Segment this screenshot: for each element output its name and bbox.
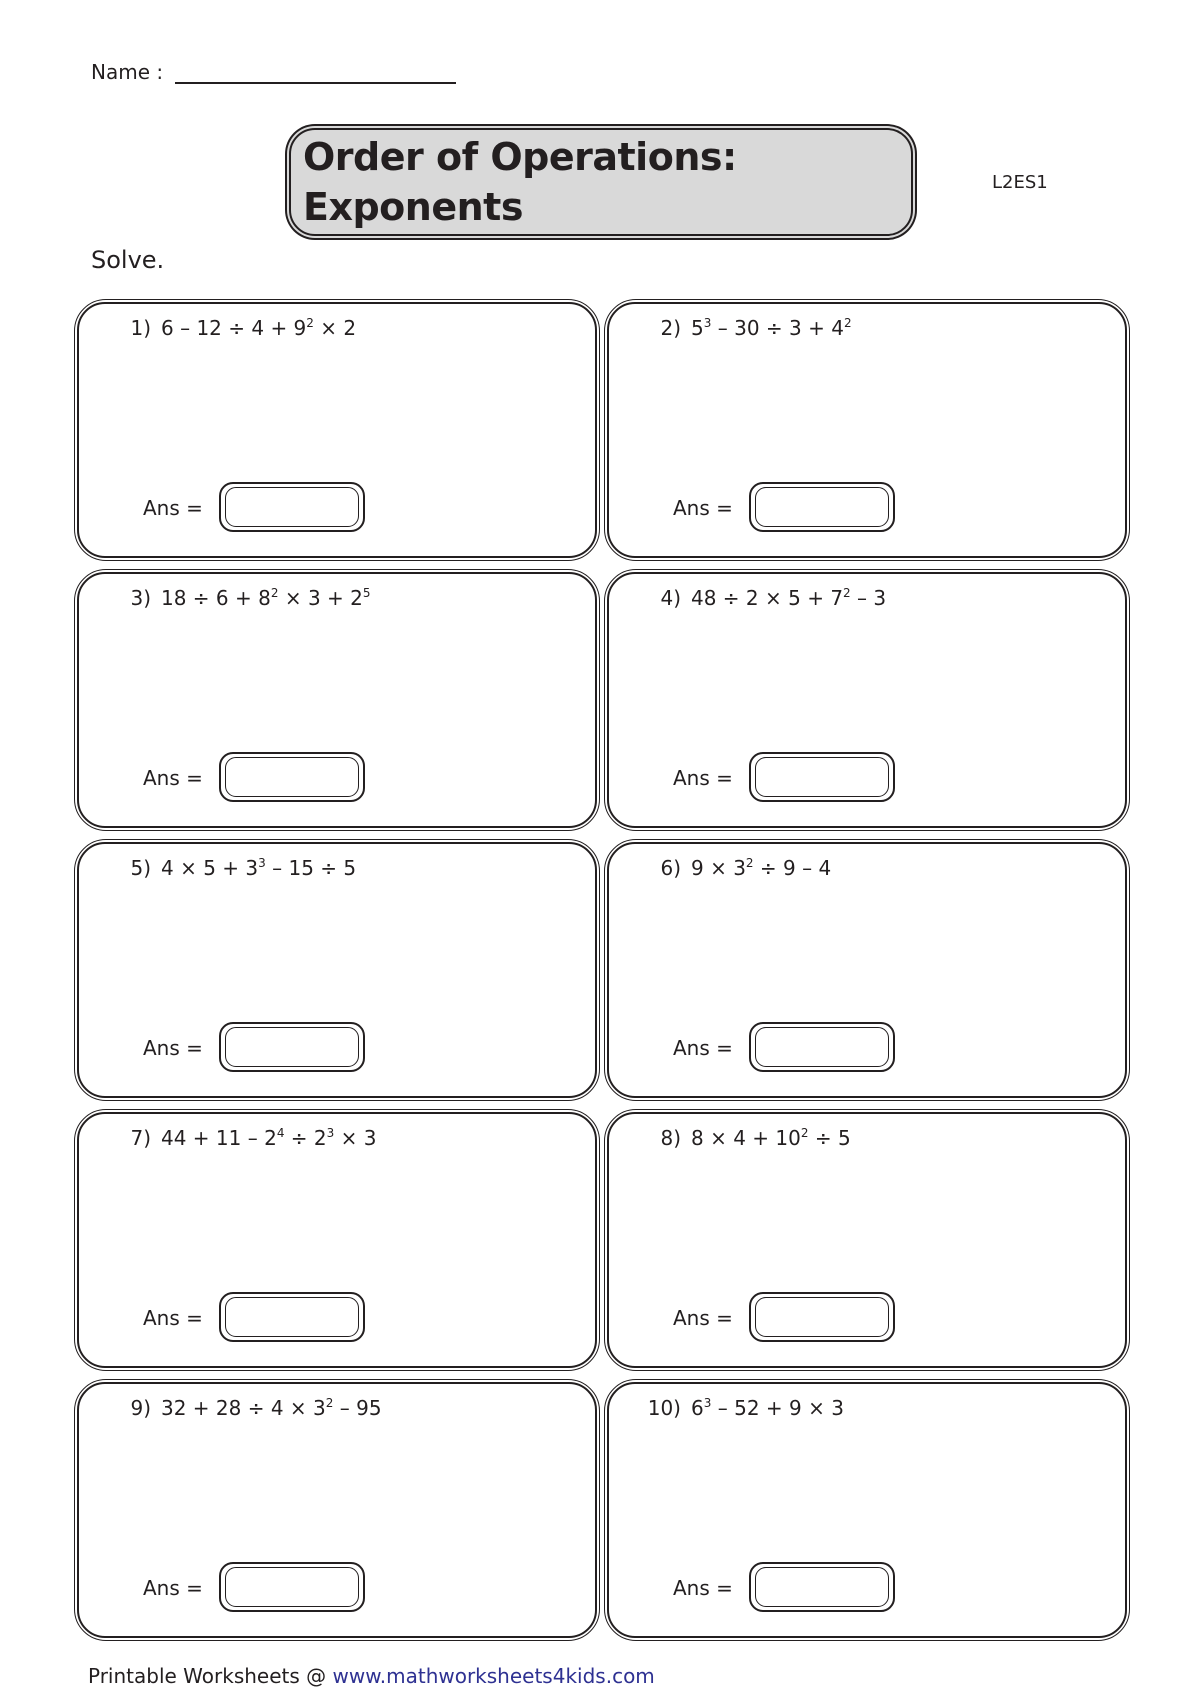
problem-number: 8) (660, 1126, 681, 1150)
problem-expression (645, 1396, 844, 1420)
expression-text: 6 – 12 ÷ 4 + 9 (161, 316, 307, 340)
problem-expression (115, 1126, 377, 1150)
problem-number: 1) (130, 316, 151, 340)
problem-card (607, 1112, 1127, 1368)
exponent: 2 (843, 316, 852, 330)
page-title: Order of Operations: Exponents (289, 128, 913, 236)
problem-expression (645, 856, 831, 880)
exponent: 5 (362, 586, 371, 600)
exponent: 2 (306, 316, 314, 330)
exponent: 3 (703, 316, 712, 330)
expression-text: 44 + 11 – 2 (161, 1126, 277, 1150)
exponent: 4 (276, 1126, 285, 1140)
exponent: 2 (745, 856, 754, 870)
expression-text: 5 (691, 316, 704, 340)
problem-card (607, 842, 1127, 1098)
expression-text: 4 × 5 + 3 (161, 856, 259, 880)
problem-expression (115, 586, 371, 610)
answer-label: Ans = (673, 1306, 733, 1330)
answer-box[interactable] (219, 482, 365, 532)
expression-text: × 3 + 2 (278, 586, 363, 610)
footer (88, 1664, 655, 1688)
problem-card (77, 302, 597, 558)
expression-text: 8 × 4 + 10 (691, 1126, 801, 1150)
answer-box[interactable] (219, 752, 365, 802)
expression-text: 9 × 3 (691, 856, 746, 880)
answer-box[interactable] (219, 1292, 365, 1342)
title-banner (287, 135, 915, 229)
expression-text: – 30 ÷ 3 + 4 (711, 316, 844, 340)
exponent: 2 (843, 586, 851, 600)
expression-text: – 95 (333, 1396, 382, 1420)
answer-label: Ans = (143, 1576, 203, 1600)
expression-text: – 15 ÷ 5 (265, 856, 357, 880)
expression-text: – 3 (850, 586, 887, 610)
answer-box[interactable] (749, 482, 895, 532)
problem-expression (115, 1396, 382, 1420)
footer-link[interactable]: www.mathworksheets4kids.com (332, 1664, 655, 1688)
problem-expression (645, 1126, 851, 1150)
expression-text: ÷ 5 (808, 1126, 851, 1150)
problem-card (607, 302, 1127, 558)
answer-label: Ans = (673, 766, 733, 790)
problem-card (77, 572, 597, 828)
answer-label: Ans = (673, 496, 733, 520)
answer-label: Ans = (143, 1036, 203, 1060)
expression-text: ÷ 9 – 4 (753, 856, 832, 880)
answer-label: Ans = (143, 766, 203, 790)
problem-number: 2) (660, 316, 681, 340)
answer-label: Ans = (143, 496, 203, 520)
name-label: Name : (91, 60, 164, 84)
problem-card (77, 1382, 597, 1638)
answer-box[interactable] (749, 1022, 895, 1072)
exponent: 2 (325, 1396, 334, 1410)
name-field[interactable] (175, 60, 456, 84)
expression-text: 32 + 28 ÷ 4 × 3 (161, 1396, 326, 1420)
instruction: Solve. (91, 246, 165, 274)
exponent: 3 (258, 856, 266, 870)
answer-box[interactable] (749, 1562, 895, 1612)
answer-label: Ans = (673, 1036, 733, 1060)
worksheet-code: L2ES1 (992, 172, 1048, 193)
problem-card (607, 572, 1127, 828)
exponent: 3 (703, 1396, 712, 1410)
problem-number: 3) (130, 586, 151, 610)
answer-box[interactable] (219, 1022, 365, 1072)
footer-prefix: Printable Worksheets @ (88, 1664, 333, 1688)
expression-text: × 2 (313, 316, 357, 340)
expression-text: 48 ÷ 2 × 5 + 7 (691, 586, 844, 610)
problem-number: 7) (130, 1126, 151, 1150)
exponent: 3 (326, 1126, 335, 1140)
problem-number: 9) (130, 1396, 151, 1420)
problem-number: 5) (130, 856, 151, 880)
answer-label: Ans = (673, 1576, 733, 1600)
problem-expression (115, 316, 356, 340)
exponent: 2 (800, 1126, 809, 1140)
problem-card (77, 842, 597, 1098)
answer-box[interactable] (219, 1562, 365, 1612)
answer-box[interactable] (749, 752, 895, 802)
expression-text: ÷ 2 (284, 1126, 327, 1150)
expression-text: 6 (691, 1396, 704, 1420)
expression-text: 18 ÷ 6 + 8 (161, 586, 271, 610)
problem-number: 10) (647, 1396, 681, 1420)
expression-text: – 52 + 9 × 3 (711, 1396, 844, 1420)
problem-number: 6) (660, 856, 681, 880)
problem-card (77, 1112, 597, 1368)
problem-card (607, 1382, 1127, 1638)
problem-number: 4) (660, 586, 681, 610)
answer-box[interactable] (749, 1292, 895, 1342)
problem-expression (115, 856, 356, 880)
expression-text: × 3 (334, 1126, 377, 1150)
problem-expression (645, 586, 886, 610)
problem-expression (645, 316, 852, 340)
name-row (91, 60, 456, 84)
exponent: 2 (270, 586, 279, 600)
answer-label: Ans = (143, 1306, 203, 1330)
